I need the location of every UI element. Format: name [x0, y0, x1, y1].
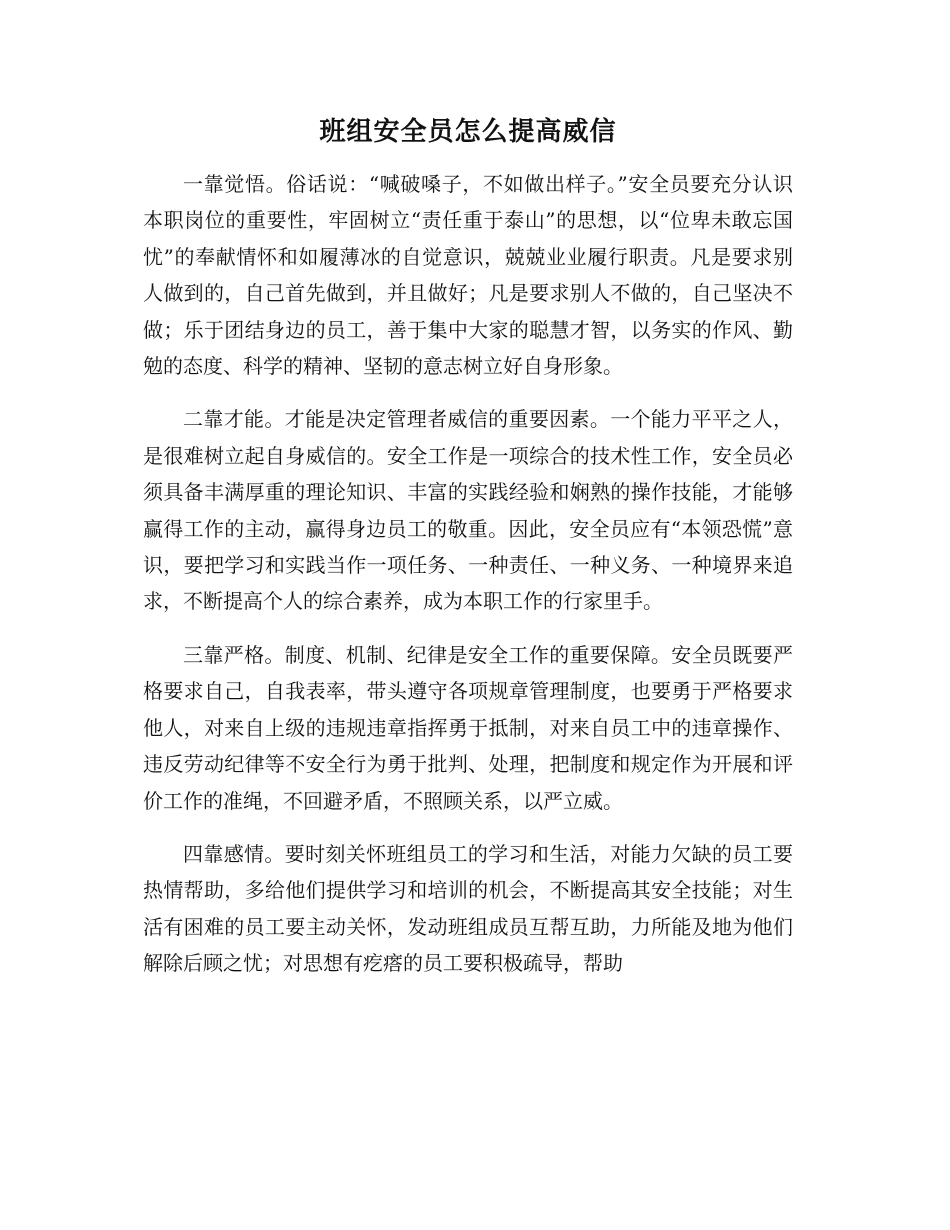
document-title: 班组安全员怎么提高威信	[319, 117, 617, 147]
paragraph-4: 四靠感情。要时刻关怀班组员工的学习和生活，对能力欠缺的员工要热情帮助，多给他们提供学习和培训的机会，不断提高其安全技能；对生活有困难的员工要主动关怀，发动班组成员互帮互助，力所能及地为他们解除后顾之忧；对思想有疙瘩的员工要积极疏导，帮助	[143, 841, 793, 976]
paragraph-2: 二靠才能。才能是决定管理者威信的重要因素。一个能力平平之人，是很难树立起自身威信的。安全工作是一项综合的技术性工作，安全员必须具备丰满厚重的理论知识、丰富的实践经验和娴熟的操作技能，才能够赢得工作的主动，赢得身边员工的敬重。因此，安全员应有“本领恐慌”意识，要把学习和实践当作一项任务、一种责任、一种义务、一种境界来追求，不断提高个人的综合素养，成为本职工作的行家里手。	[143, 407, 793, 614]
paragraph-3: 三靠严格。制度、机制、纪律是安全工作的重要保障。安全员既要严格要求自己，自我表率，带头遵守各项规章管理制度，也要勇于严格要求他人，对来自上级的违规违章指挥勇于抵制，对来自员工中的违章操作、违反劳动纪律等不安全行为勇于批判、处理，把制度和规定作为开展和评价工作的准绳，不回避矛盾，不照顾关系，以严立威。	[143, 642, 793, 813]
paragraph-1: 一靠觉悟。俗话说：“喊破嗓子，不如做出样子。”安全员要充分认识本职岗位的重要性，牢固树立“责任重于泰山”的思想，以“位卑未敢忘国忧”的奉献情怀和如履薄冰的自觉意识，兢兢业业履行职责。凡是要求别人做到的，自己首先做到，并且做好；凡是要求别人不做的，自己坚决不做；乐于团结身边的员工，善于集中大家的聪慧才智，以务实的作风、勤勉的态度、科学的精神、坚韧的意志树立好自身形象。	[143, 172, 793, 379]
document-page	[143, 112, 793, 999]
